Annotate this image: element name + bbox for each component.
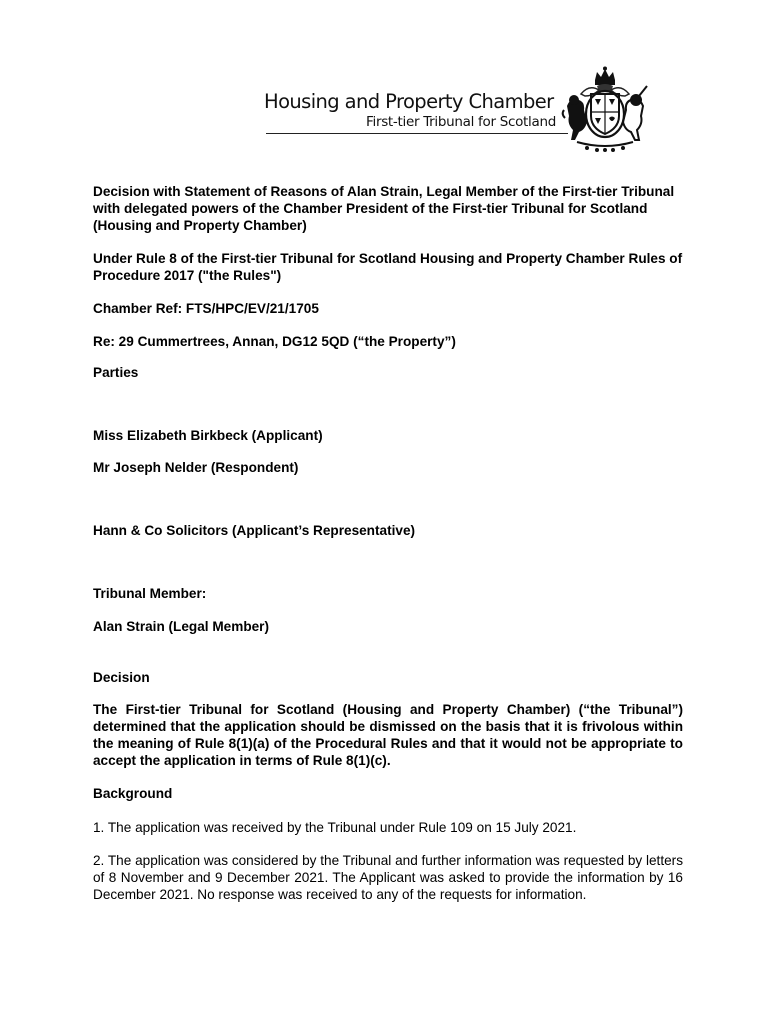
decision-statement-heading: Decision with Statement of Reasons of Alan Strain, Legal Member of the First-tier Tribunal with delegated powers of the Chamber President of the First-tier Tribunal for Scotland (Housing and Property Chamber) <box>93 184 675 233</box>
tribunal-member-label: Tribunal Member: <box>93 586 207 601</box>
property-reference: Re: 29 Cummertrees, Annan, DG12 5QD (“the Property”) <box>93 334 456 349</box>
rule-heading: Under Rule 8 of the First-tier Tribunal for Scotland Housing and Property Chamber Rules of Procedure 2017 ("the Rules") <box>93 251 683 283</box>
chamber-title: Housing and Property Chamber <box>264 90 554 113</box>
background-paragraph-1: 1. The application was received by the Tribunal under Rule 109 on 15 July 2021. <box>93 820 577 835</box>
tribunal-member-name: Alan Strain (Legal Member) <box>93 619 269 634</box>
decision-heading: Decision <box>93 670 150 685</box>
chamber-reference: Chamber Ref: FTS/HPC/EV/21/1705 <box>93 301 319 316</box>
respondent-name: Mr Joseph Nelder (Respondent) <box>93 460 299 475</box>
lion-supporter-icon <box>563 95 587 140</box>
background-heading: Background <box>93 786 173 801</box>
representative-name: Hann & Co Solicitors (Applicant’s Representative) <box>93 523 416 538</box>
header-rule <box>266 133 568 134</box>
decision-text: The First-tier Tribunal for Scotland (Housing and Property Chamber) (“the Tribunal”) determined that the application should be dismissed on the basis that it is frivolous within the meaning of Rule 8(1)(a) of the Procedural Rules and that it would not be appropriate to accept the application in terms of Rule 8(1)(c). <box>93 702 683 768</box>
tribunal-subtitle: First-tier Tribunal for Scotland <box>366 114 556 130</box>
shield-icon <box>591 94 619 134</box>
background-paragraph-2: 2. The application was considered by the Tribunal and further information was requested by letters of 8 November and 9 December 2021. The Applicant was asked to provide the information by 16 December 2021. No response was received to any of the requests for information. <box>93 853 683 902</box>
crown-icon <box>595 67 615 86</box>
applicant-name: Miss Elizabeth Birkbeck (Applicant) <box>93 428 323 443</box>
royal-coat-of-arms-icon <box>557 66 653 152</box>
parties-heading: Parties <box>93 365 139 380</box>
unicorn-supporter-icon <box>623 86 647 140</box>
